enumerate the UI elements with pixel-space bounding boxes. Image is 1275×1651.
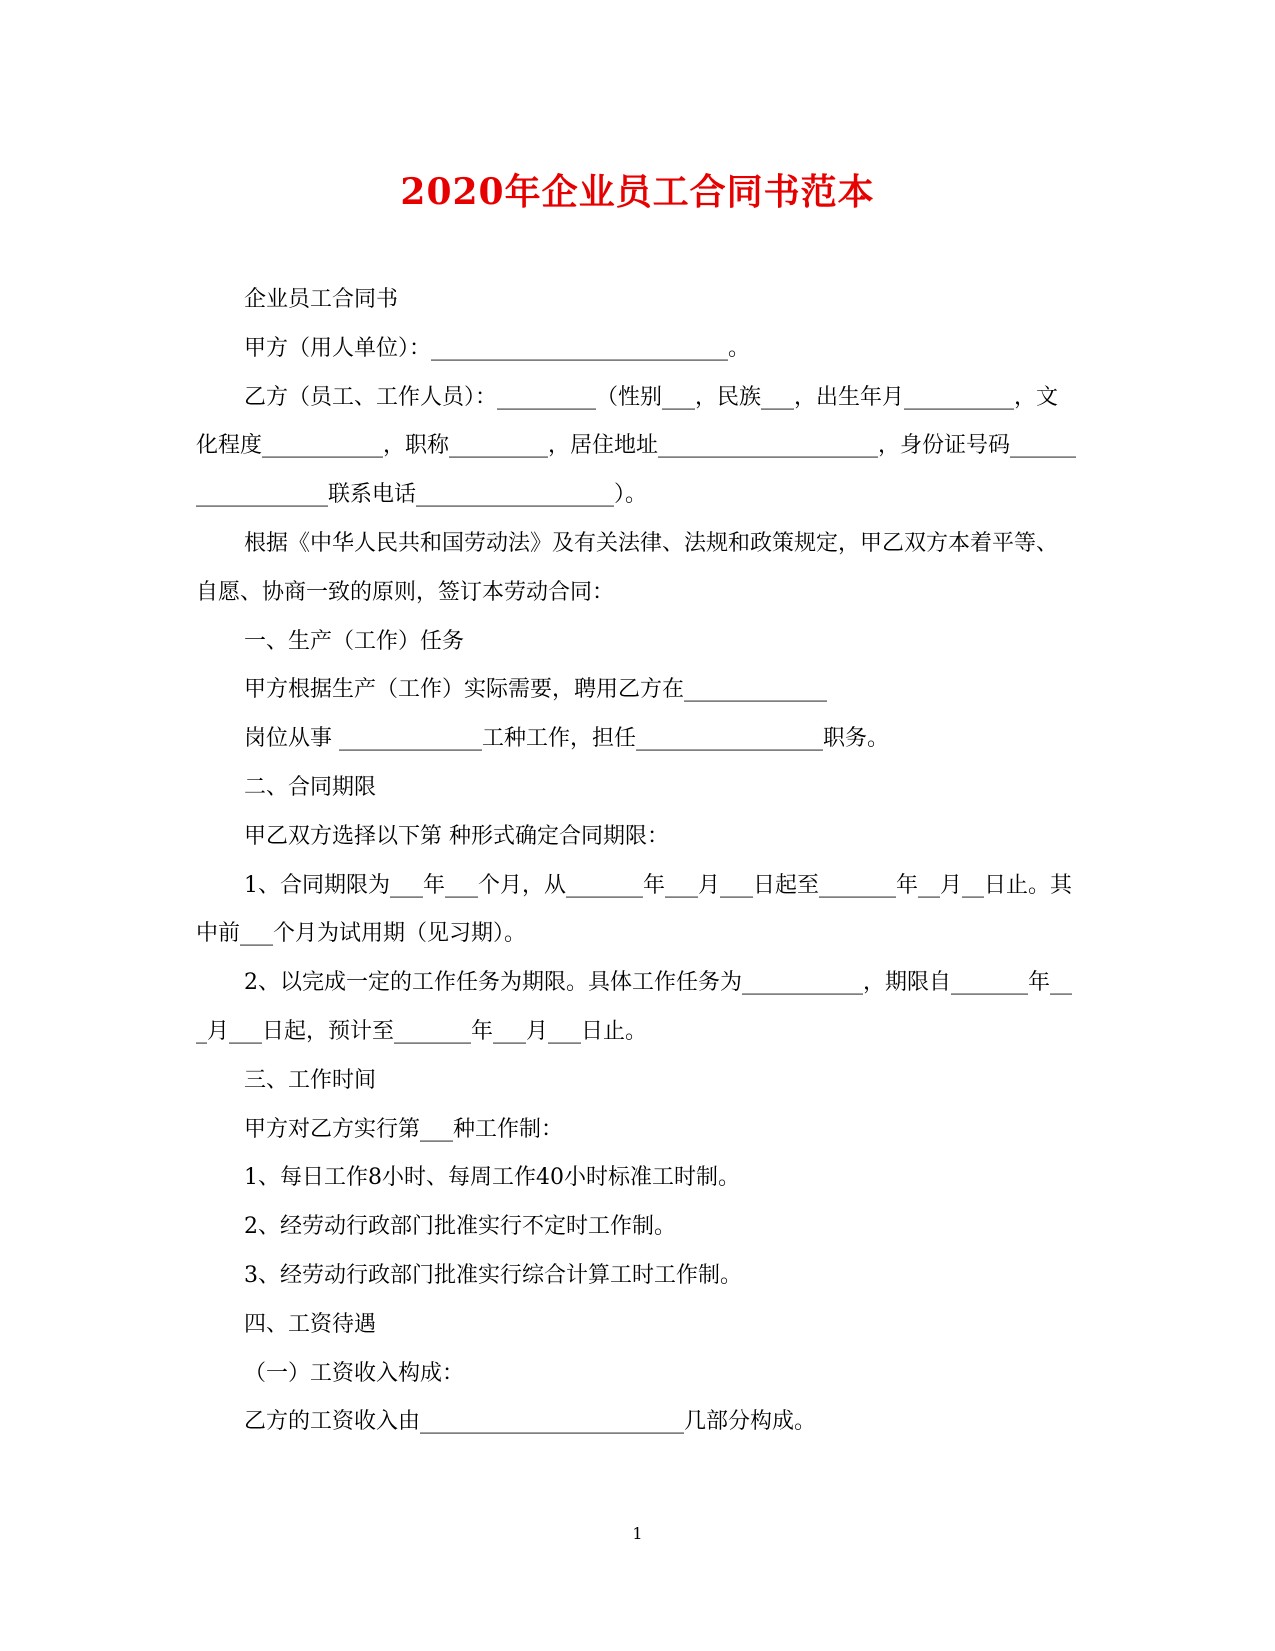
document-title: 2020年企业员工合同书范本	[400, 171, 875, 213]
page-number: 1	[632, 1524, 643, 1543]
section-heading-term: 二、合同期限	[244, 774, 377, 800]
section-heading-hours: 三、工作时间	[244, 1067, 377, 1093]
paragraph-wage-composition: 乙方的工资收入由________________________几部分构成。	[244, 1409, 817, 1435]
paragraph-term-option-1: 1、合同期限为___年___个月，从_______年___月___日起至_______年__月__日止。其中前___个月为试用期（见习期）。	[196, 872, 1072, 947]
paragraph-hours-option-2: 2、经劳动行政部门批准实行不定时工作制。	[244, 1214, 676, 1240]
document-body	[196, 276, 1076, 1447]
paragraph-term-intro: 甲乙双方选择以下第 种形式确定合同期限：	[244, 823, 669, 849]
paragraph-task-2: 岗位从事 _____________工种工作，担任_________________职务。	[244, 726, 889, 752]
paragraph-legal-basis: 根据《中华人民共和国劳动法》及有关法律、法规和政策规定，甲乙双方本着平等、自愿、协商一致的原则，签订本劳动合同：	[196, 530, 1059, 605]
paragraph-hours-option-1: 1、每日工作8小时、每周工作40小时标准工时制。	[244, 1165, 740, 1191]
section-heading-task: 一、生产（工作）任务	[244, 628, 465, 654]
paragraph-term-option-2: 2、以完成一定的工作任务为期限。具体工作任务为___________，期限自_______年___月___日起，预计至_______年___月___日止。	[196, 970, 1072, 1044]
paragraph-contract-heading: 企业员工合同书	[244, 287, 399, 312]
subsection-heading-wage-composition: （一）工资收入构成：	[244, 1360, 465, 1386]
section-heading-wages: 四、工资待遇	[244, 1311, 377, 1337]
paragraph-hours-option-3: 3、经劳动行政部门批准实行综合计算工时工作制。	[244, 1262, 742, 1288]
paragraph-party-a: 甲方（用人单位）：___________________________。	[244, 335, 751, 361]
paragraph-task-1: 甲方根据生产（工作）实际需要，聘用乙方在_____________	[244, 677, 828, 703]
paragraph-party-b: 乙方（员工、工作人员）：_________（性别___，民族___，出生年月__________，文化程度___________，职称_________，居住地址____________________，身份证号码__________________联系电话__________________）。	[196, 384, 1077, 508]
paragraph-hours-intro: 甲方对乙方实行第___种工作制：	[244, 1116, 564, 1142]
